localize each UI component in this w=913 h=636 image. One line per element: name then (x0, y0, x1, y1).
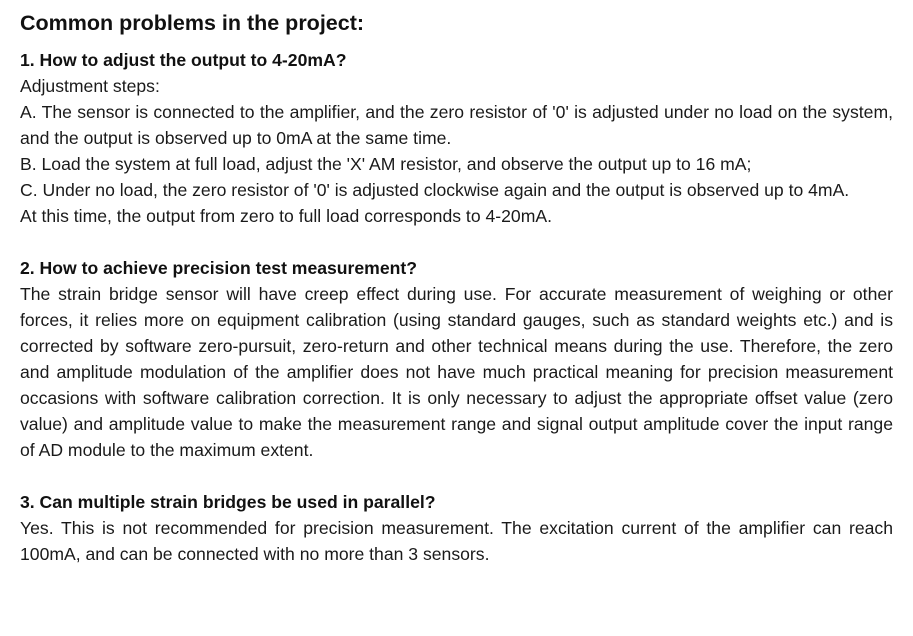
section-heading: 2. How to achieve precision test measurement? (20, 258, 417, 278)
page-title: Common problems in the project: (20, 11, 365, 35)
faq-section-3 (20, 489, 893, 567)
paragraph: The strain bridge sensor will have creep effect during use. For accurate measurement of weighing or other forces, it relies more on equipment calibration (using standard gauges, such as standard weights etc.) and is corrected by software zero-pursuit, zero-return and other technical means during the use. Therefore, the zero and amplitude modulation of the amplifier does not have much practical meaning for precision measurement occasions with software calibration correction. It is only necessary to adjust the appropriate offset value (zero value) and amplitude value to make the measurement range and signal output amplitude cover the input range of AD module to the maximum extent. (20, 284, 893, 460)
section-heading: 3. Can multiple strain bridges be used in parallel? (20, 492, 436, 512)
paragraph: C. Under no load, the zero resistor of '0' is adjusted clockwise again and the output is observed up to 4mA. (20, 180, 850, 200)
paragraph: Yes. This is not recommended for precision measurement. The excitation current of the amplifier can reach 100mA, and can be connected with no more than 3 sensors. (20, 518, 893, 564)
paragraph: B. Load the system at full load, adjust the 'X' AM resistor, and observe the output up to 16 mA; (20, 154, 752, 174)
faq-section-2 (20, 255, 893, 463)
faq-section-1 (20, 47, 893, 229)
paragraph: At this time, the output from zero to full load corresponds to 4-20mA. (20, 206, 552, 226)
paragraph: Adjustment steps: (20, 76, 160, 96)
paragraph: A. The sensor is connected to the amplifier, and the zero resistor of '0' is adjusted under no load on the system, and the output is observed up to 0mA at the same time. (20, 102, 893, 148)
section-heading: 1. How to adjust the output to 4-20mA? (20, 50, 347, 70)
